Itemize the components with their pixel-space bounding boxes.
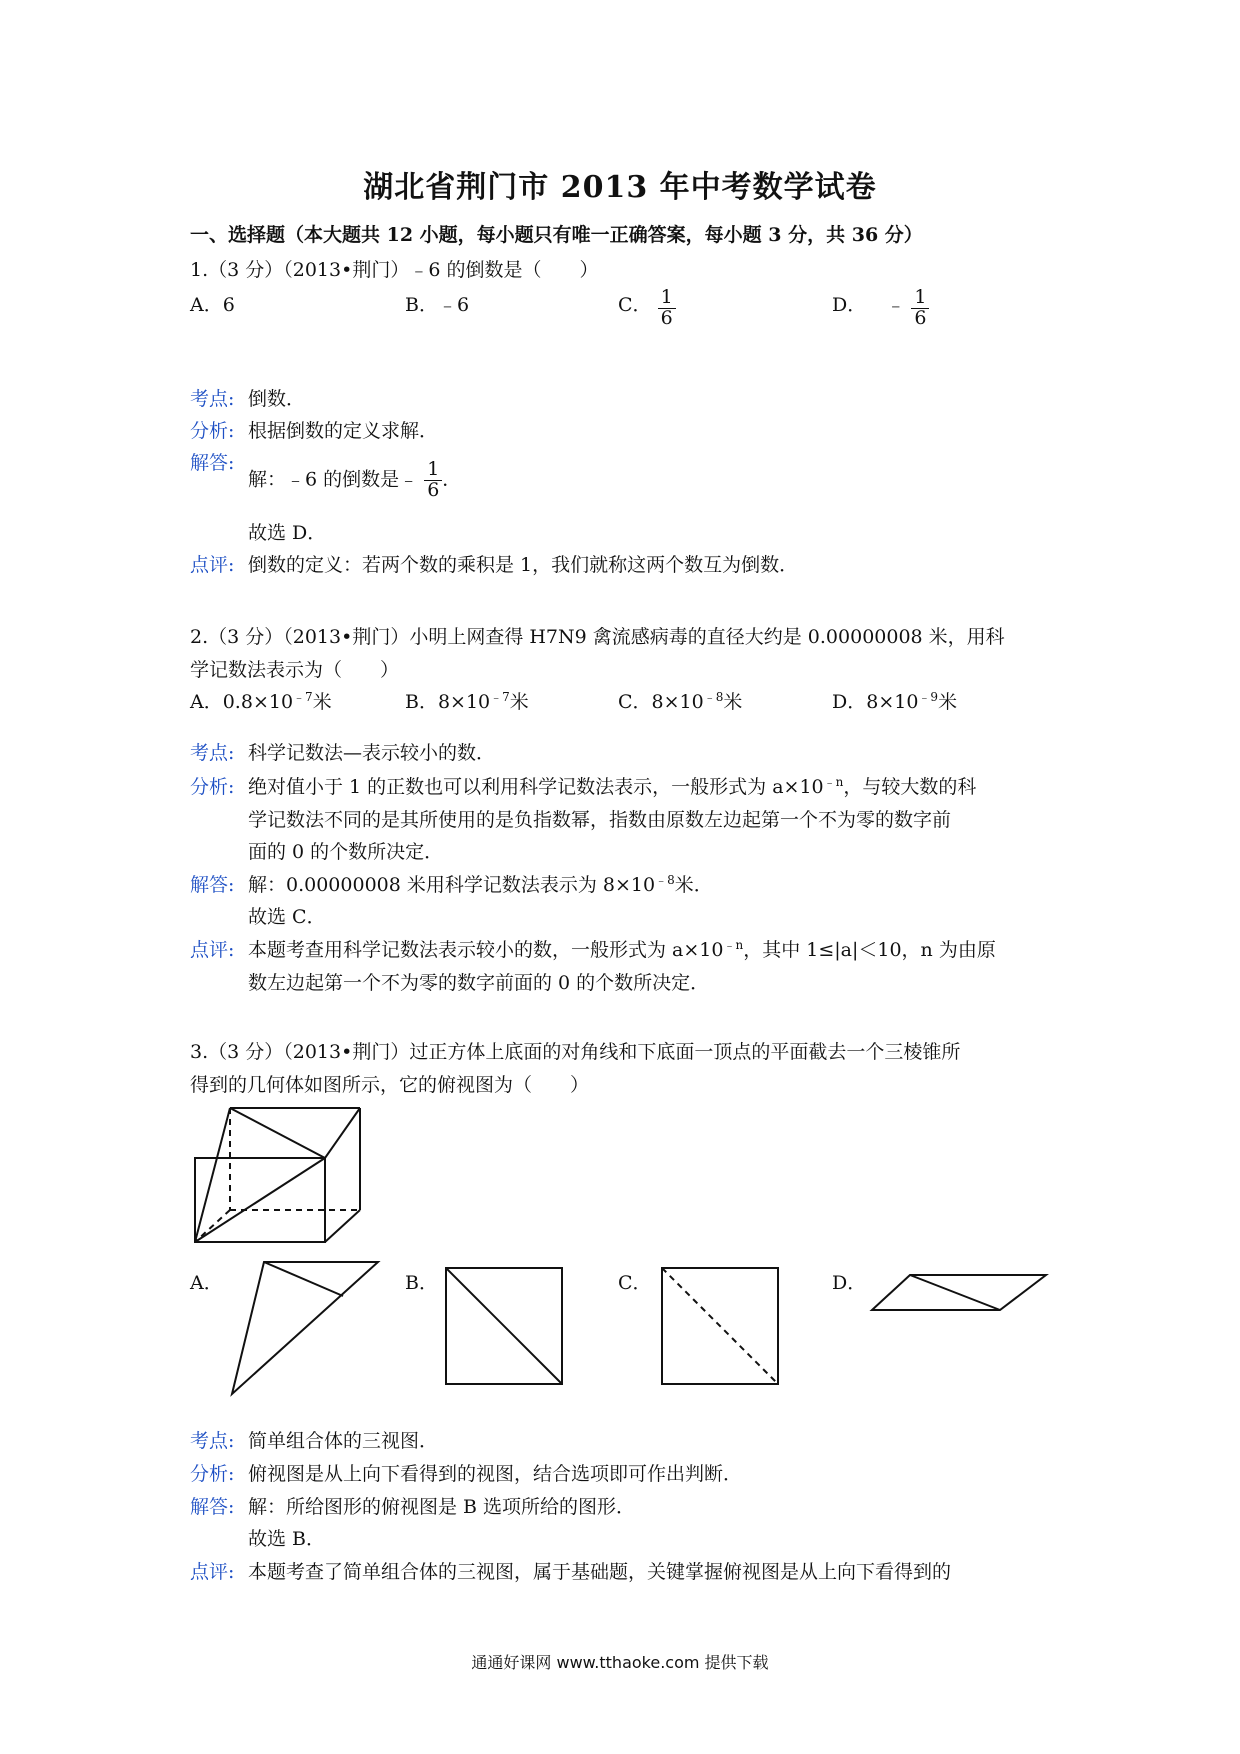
q2-stem-line1: 2.（3 分）（2013•荆门）小明上网查得 H7N9 禽流感病毒的直径大约是 0.00000008 米，用科 (190, 626, 1005, 648)
q1-jieda-text: 解：﹣6 的倒数是﹣ (248, 468, 419, 491)
fenxi-text: 绝对值小于 1 的正数也可以利用科学记数法表示，一般形式为 a×10 (248, 776, 824, 798)
jieda-text-end: 米． (674, 874, 713, 896)
q1-fenxi: 根据倒数的定义求解． (248, 420, 439, 442)
option-exponent: ﹣8 (703, 690, 724, 704)
q3-fenxi-label: 分析: (190, 1463, 235, 1485)
q2-dianping-label: 点评: (190, 939, 235, 961)
q1-stem: 1.（3 分）（2013•荆门）﹣6 的倒数是（ ） (190, 259, 599, 281)
q3-jieda: 解：所给图形的俯视图是 B 选项所给的图形． (248, 1496, 636, 1518)
q2-kaodian-label: 考点: (190, 742, 235, 764)
q1-kaodian-label: 考点: (190, 388, 235, 410)
option-b-diagonal (446, 1268, 562, 1384)
dianping-text: 本题考查用科学记数法表示较小的数，一般形式为 a×10 (248, 939, 724, 961)
option-text: D．8×10 (832, 691, 919, 713)
q3-option-a-letter: A． (190, 1272, 223, 1294)
fraction-denominator: 6 (914, 306, 927, 329)
fenxi-text-end: ，与较大数的科 (843, 776, 977, 798)
q3-jieda-choice: 故选 B． (248, 1528, 326, 1550)
q3-kaodian-label: 考点: (190, 1430, 235, 1452)
q1-jieda-label: 解答: (190, 452, 235, 474)
q1-option-a: A．6 (190, 294, 235, 316)
section-heading: 一、选择题（本大题共 12 小题，每小题只有唯一正确答案，每小题 3 分，共 36 分） (190, 224, 923, 246)
option-unit: 米 (312, 691, 332, 713)
q2-jieda-choice: 故选 C． (248, 906, 326, 928)
option-unit: 米 (509, 691, 529, 713)
q3-dianping: 本题考查了简单组合体的三视图，属于基础题，关键掌握俯视图是从上向下看得到的 (248, 1561, 952, 1583)
q2-fenxi-label: 分析: (190, 776, 235, 798)
option-d-diagonal (910, 1275, 1000, 1310)
option-c-dashed-diagonal (662, 1268, 778, 1384)
option-exponent: ﹣9 (918, 690, 939, 704)
option-text: C．8×10 (618, 691, 704, 713)
q3-option-b-letter: B． (405, 1272, 438, 1294)
jieda-text: 解：0.00000008 米用科学记数法表示为 8×10 (248, 874, 656, 896)
option-d-figure (872, 1275, 1046, 1310)
fraction-numerator: 1 (658, 288, 676, 309)
q3-kaodian: 简单组合体的三视图． (248, 1430, 439, 1452)
fenxi-exponent: ﹣n (823, 775, 844, 789)
q1-option-c-letter: C． (618, 294, 652, 316)
q3-option-c-letter: C． (618, 1272, 652, 1294)
page-title: 湖北省荆门市 2013 年中考数学试卷 (363, 170, 877, 205)
page-footer: 通通好课网 www.tthaoke.com 提供下载 (471, 1653, 769, 1672)
q1-jieda-end: ． (442, 468, 462, 491)
option-exponent: ﹣7 (293, 690, 313, 704)
option-exponent: ﹣7 (490, 690, 510, 704)
q2-stem-line2: 学记数法表示为（ ） (190, 659, 400, 681)
fraction-numerator: 1 (911, 288, 929, 309)
dianping-exponent: ﹣n (723, 938, 744, 952)
option-text: B．8×10 (405, 691, 491, 713)
q3-jieda-label: 解答: (190, 1496, 235, 1518)
q3-dianping-label: 点评: (190, 1561, 235, 1583)
q3-stem-line2: 得到的几何体如图所示，它的俯视图为（ ） (190, 1074, 590, 1096)
fraction-numerator: 1 (424, 460, 442, 481)
q2-fenxi-line3: 面的 0 的个数所决定． (248, 841, 444, 863)
q1-dianping-label: 点评: (190, 554, 235, 576)
fraction-denominator: 6 (427, 478, 440, 501)
q1-option-b: B．﹣6 (405, 294, 470, 316)
option-unit: 米 (938, 691, 958, 713)
q2-fenxi-line2: 学记数法不同的是其所使用的是负指数幂，指数由原数左边起第一个不为零的数字前 (248, 809, 952, 831)
option-text: A．0.8×10 (190, 691, 294, 713)
q1-option-d-letter: D． (832, 294, 867, 316)
q3-stem-line1: 3.（3 分）（2013•荆门）过正方体上底面的对角线和下底面一顶点的平面截去一个三棱锥所 (190, 1041, 961, 1063)
jieda-exponent: ﹣8 (655, 873, 675, 887)
option-unit: 米 (723, 691, 743, 713)
q2-kaodian: 科学记数法—表示较小的数． (248, 742, 496, 764)
q2-dianping-line2: 数左边起第一个不为零的数字前面的 0 的个数所决定． (248, 972, 710, 994)
q3-option-d-letter: D． (832, 1272, 867, 1294)
option-a-figure (232, 1262, 378, 1394)
q1-dianping: 倒数的定义：若两个数的乘积是 1，我们就称这两个数互为倒数． (248, 554, 799, 576)
q3-fenxi: 俯视图是从上向下看得到的视图，结合选项即可作出判断． (248, 1463, 743, 1485)
dianping-text-end: ，其中 1≤|a|＜10，n 为由原 (743, 939, 996, 961)
q1-option-d-sign: ﹣ (886, 294, 906, 316)
option-a-inner-line (264, 1262, 343, 1296)
q1-kaodian: 倒数． (248, 388, 306, 410)
q1-jieda-choice: 故选 D． (248, 522, 327, 544)
q2-jieda-label: 解答: (190, 874, 235, 896)
fraction-denominator: 6 (660, 306, 673, 329)
q1-fenxi-label: 分析: (190, 420, 235, 442)
